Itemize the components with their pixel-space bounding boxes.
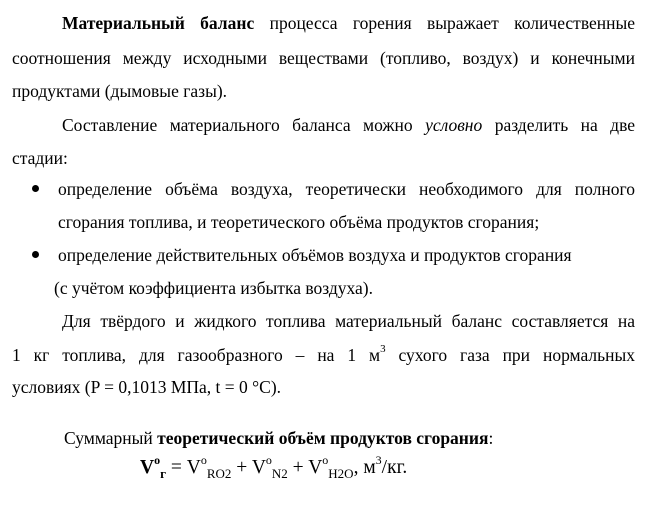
formula-lhs-sub: г <box>160 466 166 481</box>
formula <box>140 448 407 488</box>
para3-line3: условиях (P = 0,1013 МПа, t = 0 °C). <box>12 377 282 397</box>
formula-unit-base: м <box>358 457 376 478</box>
formula-term-h2o-sub: H2O <box>328 466 354 481</box>
summary-colon: : <box>488 428 494 448</box>
para1-line2: соотношения между исходными веществами (топливо, воздух) и конечными <box>12 48 635 68</box>
formula-term-ro2-sup: o <box>200 453 207 467</box>
summary-start: Суммарный <box>64 428 153 448</box>
formula-term-ro2-sub: RO2 <box>206 466 232 481</box>
bullet2-line2: (с учётом коэффициента избытка воздуха). <box>54 278 373 298</box>
formula-term-n2-sub: N2 <box>271 466 288 481</box>
bullet1-line1: определение объёма воздуха, теоретически необходимого для полного <box>58 179 635 199</box>
para2-line2: стадии: <box>12 148 68 168</box>
formula-term-h2o-base: V <box>308 457 323 478</box>
formula-unit-end: /кг. <box>381 457 408 478</box>
formula-lhs-base: V <box>140 457 155 478</box>
para3-line2-end: сухого газа при нормальных <box>398 345 636 365</box>
formula-unit-sup: 3 <box>375 453 382 467</box>
formula-plus: + <box>231 457 252 478</box>
para1-line1 <box>62 8 635 38</box>
formula-term-h2o-sup: o <box>322 453 329 467</box>
para3-line1: Для твёрдого и жидкого топлива материальный баланс составляется на <box>62 311 635 331</box>
para2-line1 <box>62 110 635 140</box>
formula-term-n2-sup: o <box>265 453 272 467</box>
para1-line3: продуктами (дымовые газы). <box>12 81 228 101</box>
formula-equals: = <box>166 457 187 478</box>
formula-lhs-sup: o <box>154 453 161 467</box>
bullet1-line2: сгорания топлива, и теоретического объёма продуктов сгорания; <box>58 212 540 232</box>
summary-bold-term: теоретический объём продуктов сгорания <box>157 428 489 448</box>
bullet2-line1: определение действительных объёмов воздуха и продуктов сгорания <box>58 245 572 265</box>
para3-line2-start: 1 кг топлива, для газообразного – на 1 м <box>12 345 381 365</box>
term-material-balance: Материальный баланс <box>62 13 255 33</box>
para1-line1-text: процесса горения выражает количественные <box>269 13 636 33</box>
formula-plus: + <box>287 457 309 478</box>
formula-comma: , <box>353 457 359 478</box>
para3-line2 <box>12 340 635 370</box>
para2-text-end: разделить на две <box>494 115 636 135</box>
bullet-dot-icon <box>32 185 39 192</box>
para2-text-start: Составление материального баланса можно <box>62 115 413 135</box>
bullet-dot-icon <box>32 251 39 258</box>
para2-italic-word: условно <box>425 115 483 135</box>
formula-term-n2-base: V <box>251 457 266 478</box>
cubic-superscript: 3 <box>380 343 386 355</box>
formula-term-ro2-base: V <box>186 457 201 478</box>
